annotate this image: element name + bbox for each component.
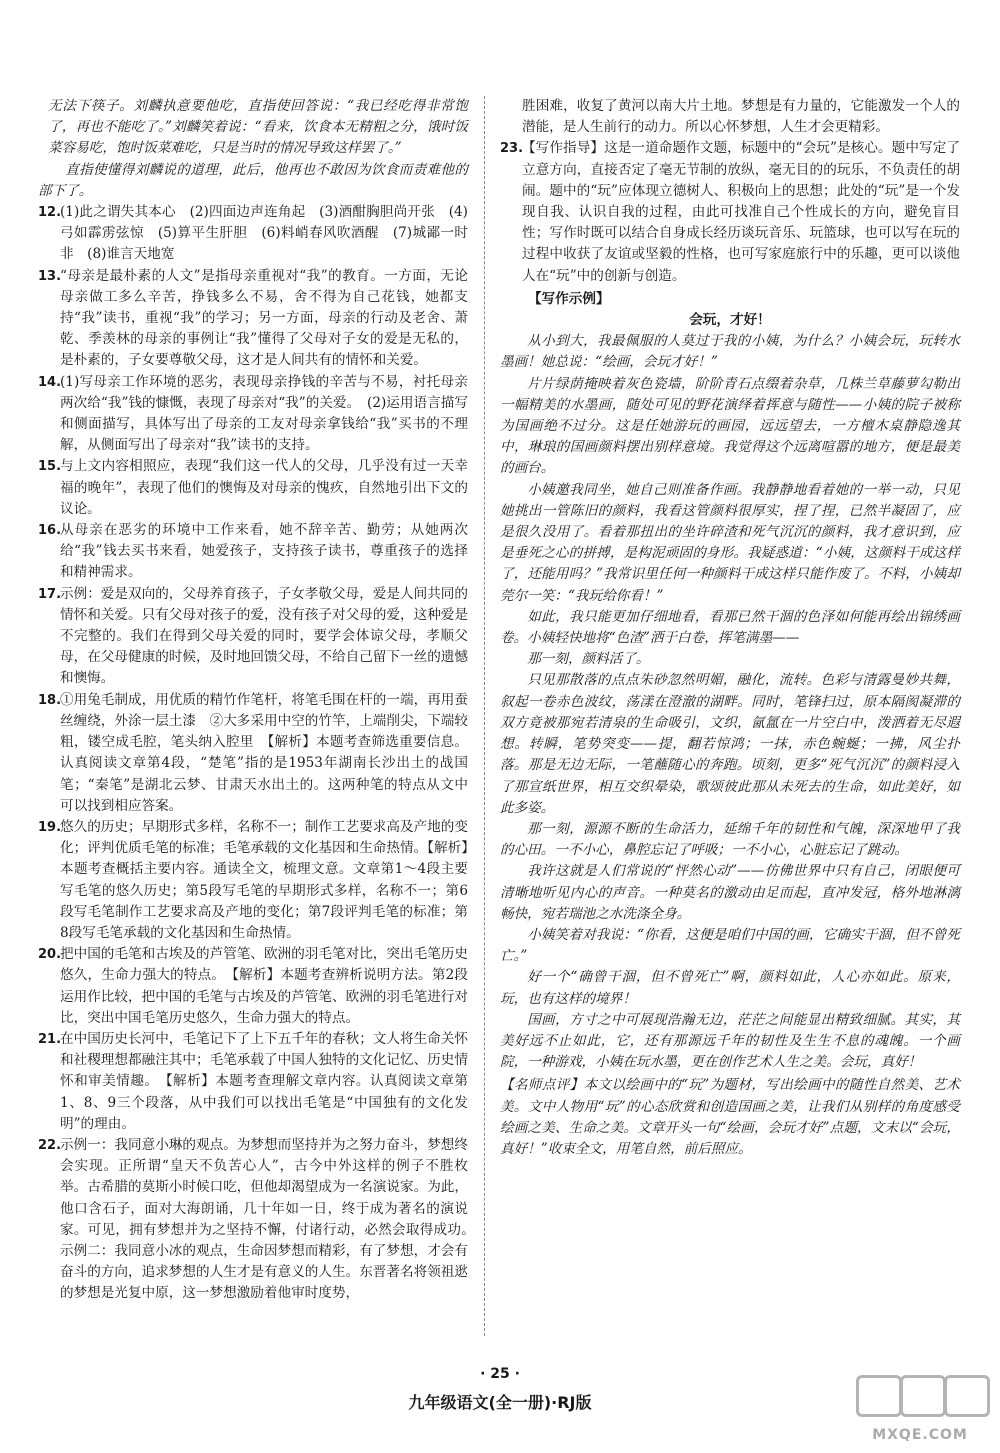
essay-paragraph: 国画，方寸之中可展现浩瀚无边，茫茫之间能显出精致细腻。其实，其美好远不止如此，它，还有那源远千年的韧性及生生不息的魂魄。一个画院，一种游戏，小姨在玩水墨，更在创作艺术人生之美。会玩，真好！ <box>500 1011 960 1071</box>
essay-paragraph: 如此，我只能更加仔细地看，看那已然干涸的色泽如何能再绘出锦绣画卷。小姨轻快地将“色渣”洒于白卷，挥笔满墨—— <box>500 608 960 647</box>
page-number: · 25 · <box>480 1366 520 1382</box>
essay-paragraph: 只见那散落的点点朱砂忽然明媚，融化，流转。色彩与清露曼妙共舞，叙起一卷赤色波纹，荡漾在澄澈的湖畔。同时，笔锋扫过，原本隔阂凝滞的双方竟被那宛若清泉的生命吸引，文织，氤氲在一片空白中，泼洒着无尽遐想。转瞬，笔势突变——提，翻若惊鸿；一抹，赤色蜿蜒；一拂，风尘扑落。那是无边无际，一笔蘸随心的奔跑。顷刻，更多“死气沉沉”的颜料浸入了那宣纸世界，相互交织晕染，歌颂彼此那从未死去的生命，如此美好，如此多姿。 <box>500 672 960 816</box>
answer-item-15: 15. 与上文内容相照应，表现“我们这一代人的父母，几乎没有过一天幸福的晚年”，表现了他们的懊悔及对母亲的愧疚，自然地引出下文的议论。 <box>38 458 468 517</box>
essay-paragraph: 从小到大，我最佩服的人莫过于我的小姨，为什么？小姨会玩，玩转水墨画！她总说：“绘画，会玩才好！” <box>500 333 960 371</box>
right-column <box>500 96 960 1160</box>
column-divider <box>484 96 485 1336</box>
essay-paragraph: 那一刻，源源不断的生命活力，延绵千年的韧性和气魄，深深地甲了我的心田。一不小心，鼻腔忘记了呼吸；一不小心，心脏忘记了跳动。 <box>500 820 960 859</box>
essay-paragraph: 我许这就是人们常说的“怦然心动”——仿佛世界中只有自己，闭眼便可清晰地听见内心的声音。一种莫名的激动由足而起，直冲发冠，格外地淋漓畅快，宛若瑞池之水洗涤全身。 <box>500 863 960 922</box>
essay-paragraph: 小姨笑着对我说：“你看，这便是咱们中国的画，它确实干涸，但不曾死亡。” <box>500 926 960 965</box>
answer-item-19: 19. 悠久的历史；早期形式多样，名称不一；制作工艺要求高及产地的变化；评判优质毛笔的标准；毛笔承载的文化基因和生命热情。【解析】本题考查概括主要内容。通读全文，梳理文意。文章第1～4段主要写毛笔的悠久历史；第5段写毛笔的早期形式多样，名称不一；第6段写毛笔制作工艺要求高及产地的变化；第7段评判毛笔的标准；第8段写毛笔承载的文化基因和生命热情。 <box>38 818 468 941</box>
essay-paragraph: 那一刻，颜料活了。 <box>527 651 650 668</box>
answer-item-16: 16. 从母亲在恶劣的环境中工作来看，她不辞辛苦、勤劳；从她两次给“我”钱去买书来看，她爱孩子，支持孩子读书，尊重孩子的选择和精神需求。 <box>38 522 468 581</box>
writing-sample-label: 【写作示例】 <box>528 290 610 307</box>
book-title: 九年级语文(全一册)·RJ版 <box>408 1393 592 1412</box>
essay-paragraph: 好一个“确曾干涸，但不曾死亡”啊，颜料如此，人心亦如此。原来，玩，也有这样的境界！ <box>500 969 960 1007</box>
intro-paragraph-1: 无法下筷子。刘麟执意要他吃，直指使回答说：“我已经吃得非常饱了，再也不能吃了。”刘麟笑着说：“看来，饮食本无精粗之分，饿时饭菜容易吃，饱时饭菜难吃，只是当时的情况导致这样罢了。” <box>48 98 468 157</box>
answer-item-18: 18. ①用兔毛制成，用优质的精竹作笔杆，将笔毛围在杆的一端，再用蚕丝缠绕，外涂一层土漆 ②大多采用中空的竹竿，上端削尖，下端较粗，镂空成毛腔，笔头纳入腔里 【解析】本题考查筛选重要信息。认真阅读文章第4段，“楚笔”指的是1953年湖南长沙出土的战国笔；“秦笔”是湖北云梦、甘肃天水出土的。这两种笔的特点从文中可以找到相应答案。 <box>38 691 468 814</box>
left-column <box>38 96 482 1305</box>
essay-paragraph: 小姨邀我同坐，她自己则准备作画。我静静地看着她的一举一动，只见她挑出一管陈旧的颜料，我看这管颜料很厚实，捏了捏，已然半凝固了，应是很久没用了。看着那扭出的坐许碎渣和死气沉沉的颜料，我才意识到，应是垂死之心的拼搏，是构泥顽固的身形。我疑惑道：“小姨，这颜料干成这样了，还能用吗？”我常识里任何一种颜料干成这样只能作废了。不料，小姨却莞尔一笑：“我玩给你看！” <box>500 481 960 604</box>
intro-paragraph-2: 直指使懂得刘麟说的道理，此后，他再也不敢因为饮食而责难他的部下了。 <box>38 161 468 199</box>
site-watermark <box>850 1375 990 1445</box>
answer-item-21: 21. 在中国历史长河中，毛笔记下了上下五千年的春秋；文人将生命关怀和社稷理想都融注其中；毛笔承载了中国人独特的文化记忆、历史情怀和审美情趣。 【解析】本题考查理解文章内容。认真阅读文章第1、8、9三个段落，从中我们可以找出毛笔是“中国独有的文化发明”的理由。 <box>38 1030 468 1132</box>
essay-title: 会玩，才好！ <box>689 312 771 329</box>
essay-paragraph: 片片绿荫掩映着灰色瓷墙，阶阶青石点缀着杂草，几株兰草藤萝勾勒出一幅精美的水墨画，随处可见的野花演绎着挥意与随性——小姨的院子被称为国画绝不过分。这是任她游玩的画园，远远望去，一方檀木桌静隐逸其中，琳琅的国画颜料摆出别样意境。我觉得这个远离喧嚣的地方，便是最美的画台。 <box>500 375 960 477</box>
watermark-logo-icon <box>900 1375 946 1417</box>
answer-item-22-continued: 胜困难，收复了黄河以南大片土地。梦想是有力量的，它能激发一个人的潜能，是人生前行的动力。所以心怀梦想，人生才会更精彩。 <box>522 98 960 136</box>
watermark-logo-icon <box>944 1375 990 1417</box>
answer-item-22: 22. 示例一：我同意小琳的观点。为梦想而坚持并为之努力奋斗，梦想终会实现。正所谓“皇天不负苦心人”，古今中外这样的例子不胜枚举。古希腊的莫斯小时候口吃，但他却渴望成为一名演说家。为此，他口含石子，面对大海朗诵，几十年如一日，终于成为著名的演说家。可见，拥有梦想并为之坚持不懈，付诸行动，必然会取得成功。 示例二：我同意小冰的观点，生命因梦想而精彩，有了梦想，才会有奋斗的方向，追求梦想的人生才是有意义的人生。东晋著名将领祖逖的梦想是光复中原，这一梦想激励着他审时度势， <box>38 1136 482 1302</box>
answer-item-17: 17. 示例：爱是双向的，父母养育孩子，子女孝敬父母，爱是人间共同的情怀和关爱。只有父母对孩子的爱，没有孩子对父母的爱，这种爱是不完整的。我们在得到父母关爱的同时，要学会体谅父母，孝顺父母，在父母健康的时候，及时地回馈父母，不给自己留下一丝的遗憾和懊悔。 <box>38 585 468 687</box>
watermark-logo-icon <box>856 1375 902 1417</box>
answer-item-13: 13. “母亲是最朴素的人文”是指母亲重视对“我”的教育。一方面，无论母亲做工多么辛苦，挣钱多么不易，舍不得为自己花钱，她都支持“我”读书，重视“我”的学习；另一方面，母亲的行动及老舍、萧乾、季羡林的母亲的事例让“我”懂得了父母对子女的爱是无私的，是朴素的，子女要尊敬父母，这才是人间共有的情怀和关爱。 <box>38 267 468 369</box>
sample-essay <box>500 331 960 1073</box>
answer-item-14: 14. (1)写母亲工作环境的恶劣，表现母亲挣钱的辛苦与不易，衬托母亲两次给“我”钱的慷慨，表现了母亲对“我”的关爱。 (2)运用语言描写和侧面描写，具体写出了母亲的工友对母亲拿钱给“我”买书的不理解，从侧面写出了母亲对“我”读书的支持。 <box>38 373 468 454</box>
answer-item-23: 23. 【写作指导】这是一道命题作文题，标题中的“会玩”是核心。题中写定了立意方向，直接否定了毫无节制的放纵，毫无目的的玩乐，不负责任的胡闹。题中的“玩”应体现立德树人、积极向上的思想；此处的“玩”是一个发现自我、认识自我的过程，由此可找准自己个性成长的方向，避免盲目性；写作时既可以结合自身成长经历谈玩音乐、玩篮球，也可以写在玩的过程中收获了友谊或坚毅的性格，也可写家庭旅行中的乐趣，更可以谈他人在“玩”中的创新与创造。 <box>500 140 960 284</box>
watermark-url: MXQE.COM <box>872 1427 968 1443</box>
answer-item-12: 12. (1)此之谓失其本心 (2)四面边声连角起 (3)酒酣胸胆尚开张 (4)弓如霹雳弦惊 (5)算平生肝胆 (6)料峭春风吹酒醒 (7)城鄙一时非 (8)谁言天地宽 <box>38 204 468 263</box>
answer-item-20: 20. 把中国的毛笔和古埃及的芦管笔、欧洲的羽毛笔对比，突出毛笔历史悠久，生命力强大的特点。 【解析】本题考查辨析说明方法。第2段运用作比较，把中国的毛笔与古埃及的芦管笔、欧洲的羽毛笔进行对比，突出中国毛笔历史悠久，生命力强大的特点。 <box>38 946 468 1026</box>
teacher-comment: 【名师点评】本文以绘画中的“玩”为题材，写出绘画中的随性自然美、艺术美。文中人物用“玩”的心态欣赏和创造国画之美，让我们从别样的角度感受绘画之美、生命之美。文章开头一句“绘画，会玩才好”点题，文末以“会玩，真好！”收束全文，用笔自然，前后照应。 <box>500 1077 960 1157</box>
